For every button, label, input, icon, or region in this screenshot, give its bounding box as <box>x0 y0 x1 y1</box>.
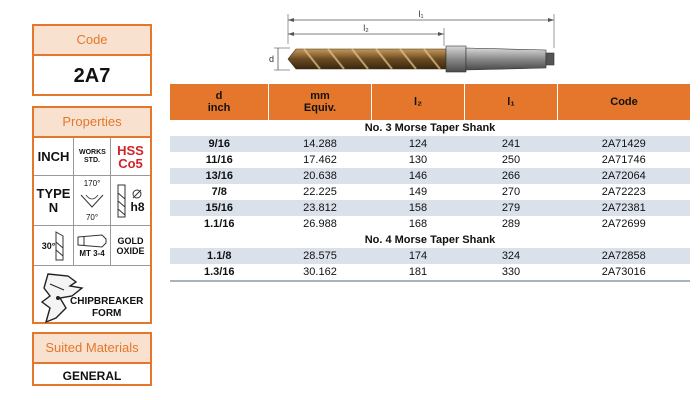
point-angle-icon <box>77 193 107 209</box>
chipbreaker-label <box>70 296 143 320</box>
cell-l2: 149 <box>408 186 428 198</box>
material-cell <box>111 138 150 176</box>
table-row <box>170 264 690 281</box>
cell-code: 2A72223 <box>601 186 646 198</box>
cell-d-inch: 7/8 <box>211 186 227 198</box>
chipbreaker-bottom-label: FORM <box>91 308 122 319</box>
angle-top-label: 170° <box>83 179 101 188</box>
table-body <box>170 120 690 281</box>
group-label-mt3: No. 3 Morse Taper Shank <box>170 120 690 136</box>
dimension-l1 <box>288 14 554 48</box>
drill-bit-icon <box>288 46 554 72</box>
cell-code: 2A71746 <box>601 154 646 166</box>
cell-mm-equiv: 30.162 <box>303 266 337 278</box>
finish-top-label: GOLD <box>117 235 144 246</box>
l2-label: l₂ <box>363 23 369 33</box>
cell-code: 2A73016 <box>601 266 646 278</box>
dimension-d <box>274 48 290 70</box>
table-row <box>170 200 690 216</box>
cell-l2: 168 <box>408 218 428 230</box>
chipbreaker-top-label: CHIPBREAKER <box>70 296 144 307</box>
cell-d-inch: 1.1/16 <box>203 218 235 230</box>
materials-value: GENERAL <box>62 369 122 383</box>
cell-mm-equiv: 23.812 <box>269 200 372 216</box>
cell-d-inch: 1.3/16 <box>203 266 235 278</box>
code-title: Code <box>34 26 150 56</box>
header-mm-bottom: Equiv. <box>303 102 337 114</box>
group-label-mt4: No. 4 Morse Taper Shank <box>170 232 690 248</box>
header-code: Code <box>558 84 691 120</box>
point-cell <box>34 226 74 266</box>
point-geometry-icon <box>55 230 65 262</box>
table-row <box>170 248 690 264</box>
l1-label: l₁ <box>418 9 424 19</box>
morse-taper-icon <box>76 233 108 249</box>
materials-title: Suited Materials <box>34 334 150 364</box>
table-row <box>170 168 690 184</box>
cell-d-inch: 11/16 <box>205 154 233 166</box>
drill-drawing <box>260 4 560 78</box>
code-value: 2A7 <box>73 65 111 87</box>
cell-code: 2A71429 <box>558 136 691 152</box>
finish-cell <box>111 226 150 266</box>
angle-cell <box>74 176 111 226</box>
tolerance-cell <box>111 176 150 226</box>
d-label: d <box>269 54 275 64</box>
cell-code: 2A72699 <box>601 218 646 230</box>
cell-l2: 174 <box>372 248 465 264</box>
unit-cell <box>34 138 74 176</box>
table-row <box>170 184 690 200</box>
cell-code: 2A72381 <box>558 200 691 216</box>
type-cell <box>34 176 74 226</box>
shank-label: MT 3-4 <box>79 249 105 258</box>
diameter-icon <box>131 188 143 200</box>
header-d <box>170 84 269 120</box>
standard-cell <box>74 138 111 176</box>
cell-mm-equiv: 20.638 <box>269 168 372 184</box>
cell-l1: 241 <box>465 136 558 152</box>
header-mm-top: mm <box>310 90 330 102</box>
group-row-mt3 <box>170 120 690 136</box>
cell-code: 2A72064 <box>558 168 691 184</box>
table-row <box>170 152 690 168</box>
table-row <box>170 136 690 152</box>
cell-code: 2A72858 <box>558 248 691 264</box>
dimensions-table-wrap <box>170 84 690 282</box>
cell-l2: 158 <box>372 200 465 216</box>
co5-label: Co5 <box>118 155 143 171</box>
finish-bottom-label: OXIDE <box>116 245 145 256</box>
cell-mm-equiv: 14.288 <box>269 136 372 152</box>
drill-body-icon <box>116 183 128 219</box>
cell-l1: 330 <box>501 266 521 278</box>
header-mm <box>269 84 372 120</box>
header-d-bottom: inch <box>207 102 231 114</box>
table-row <box>170 216 690 232</box>
cell-l1: 324 <box>465 248 558 264</box>
properties-title: Properties <box>34 108 150 138</box>
group-row-mt4 <box>170 232 690 248</box>
properties-panel <box>32 106 152 324</box>
tolerance-label: h8 <box>130 199 145 214</box>
cell-mm-equiv: 17.462 <box>303 154 337 166</box>
unit-label: INCH <box>37 148 70 164</box>
materials-panel <box>32 332 152 386</box>
table-header-row <box>170 84 690 120</box>
hss-label: HSS <box>117 142 144 158</box>
point-angle-label: 30° <box>41 240 56 251</box>
cell-mm-equiv: 26.988 <box>303 218 337 230</box>
header-l1: l₁ <box>465 84 558 120</box>
header-d-top: d <box>215 90 223 102</box>
cell-d-inch: 13/16 <box>170 168 269 184</box>
code-panel <box>32 24 152 96</box>
cell-d-inch: 1.1/8 <box>170 248 269 264</box>
cell-l1: 266 <box>465 168 558 184</box>
cell-mm-equiv: 28.575 <box>269 248 372 264</box>
cell-d-inch: 9/16 <box>170 136 269 152</box>
shank-cell <box>74 226 111 266</box>
works-std-label: WORKS STD. <box>79 148 106 164</box>
header-l2: l₂ <box>372 84 465 120</box>
chipbreaker-cell <box>34 266 150 326</box>
angle-bottom-label: 70° <box>85 213 99 222</box>
cell-l1: 279 <box>465 200 558 216</box>
cell-d-inch: 15/16 <box>170 200 269 216</box>
cell-l2: 130 <box>408 154 428 166</box>
dimensions-table <box>170 84 690 282</box>
type-value: N <box>48 199 59 215</box>
type-label: TYPE <box>36 185 71 201</box>
cell-l1: 289 <box>501 218 521 230</box>
cell-l2: 181 <box>408 266 428 278</box>
cell-mm-equiv: 22.225 <box>303 186 337 198</box>
cell-l2: 124 <box>372 136 465 152</box>
cell-l1: 270 <box>501 186 521 198</box>
cell-l1: 250 <box>501 154 521 166</box>
cell-l2: 146 <box>372 168 465 184</box>
